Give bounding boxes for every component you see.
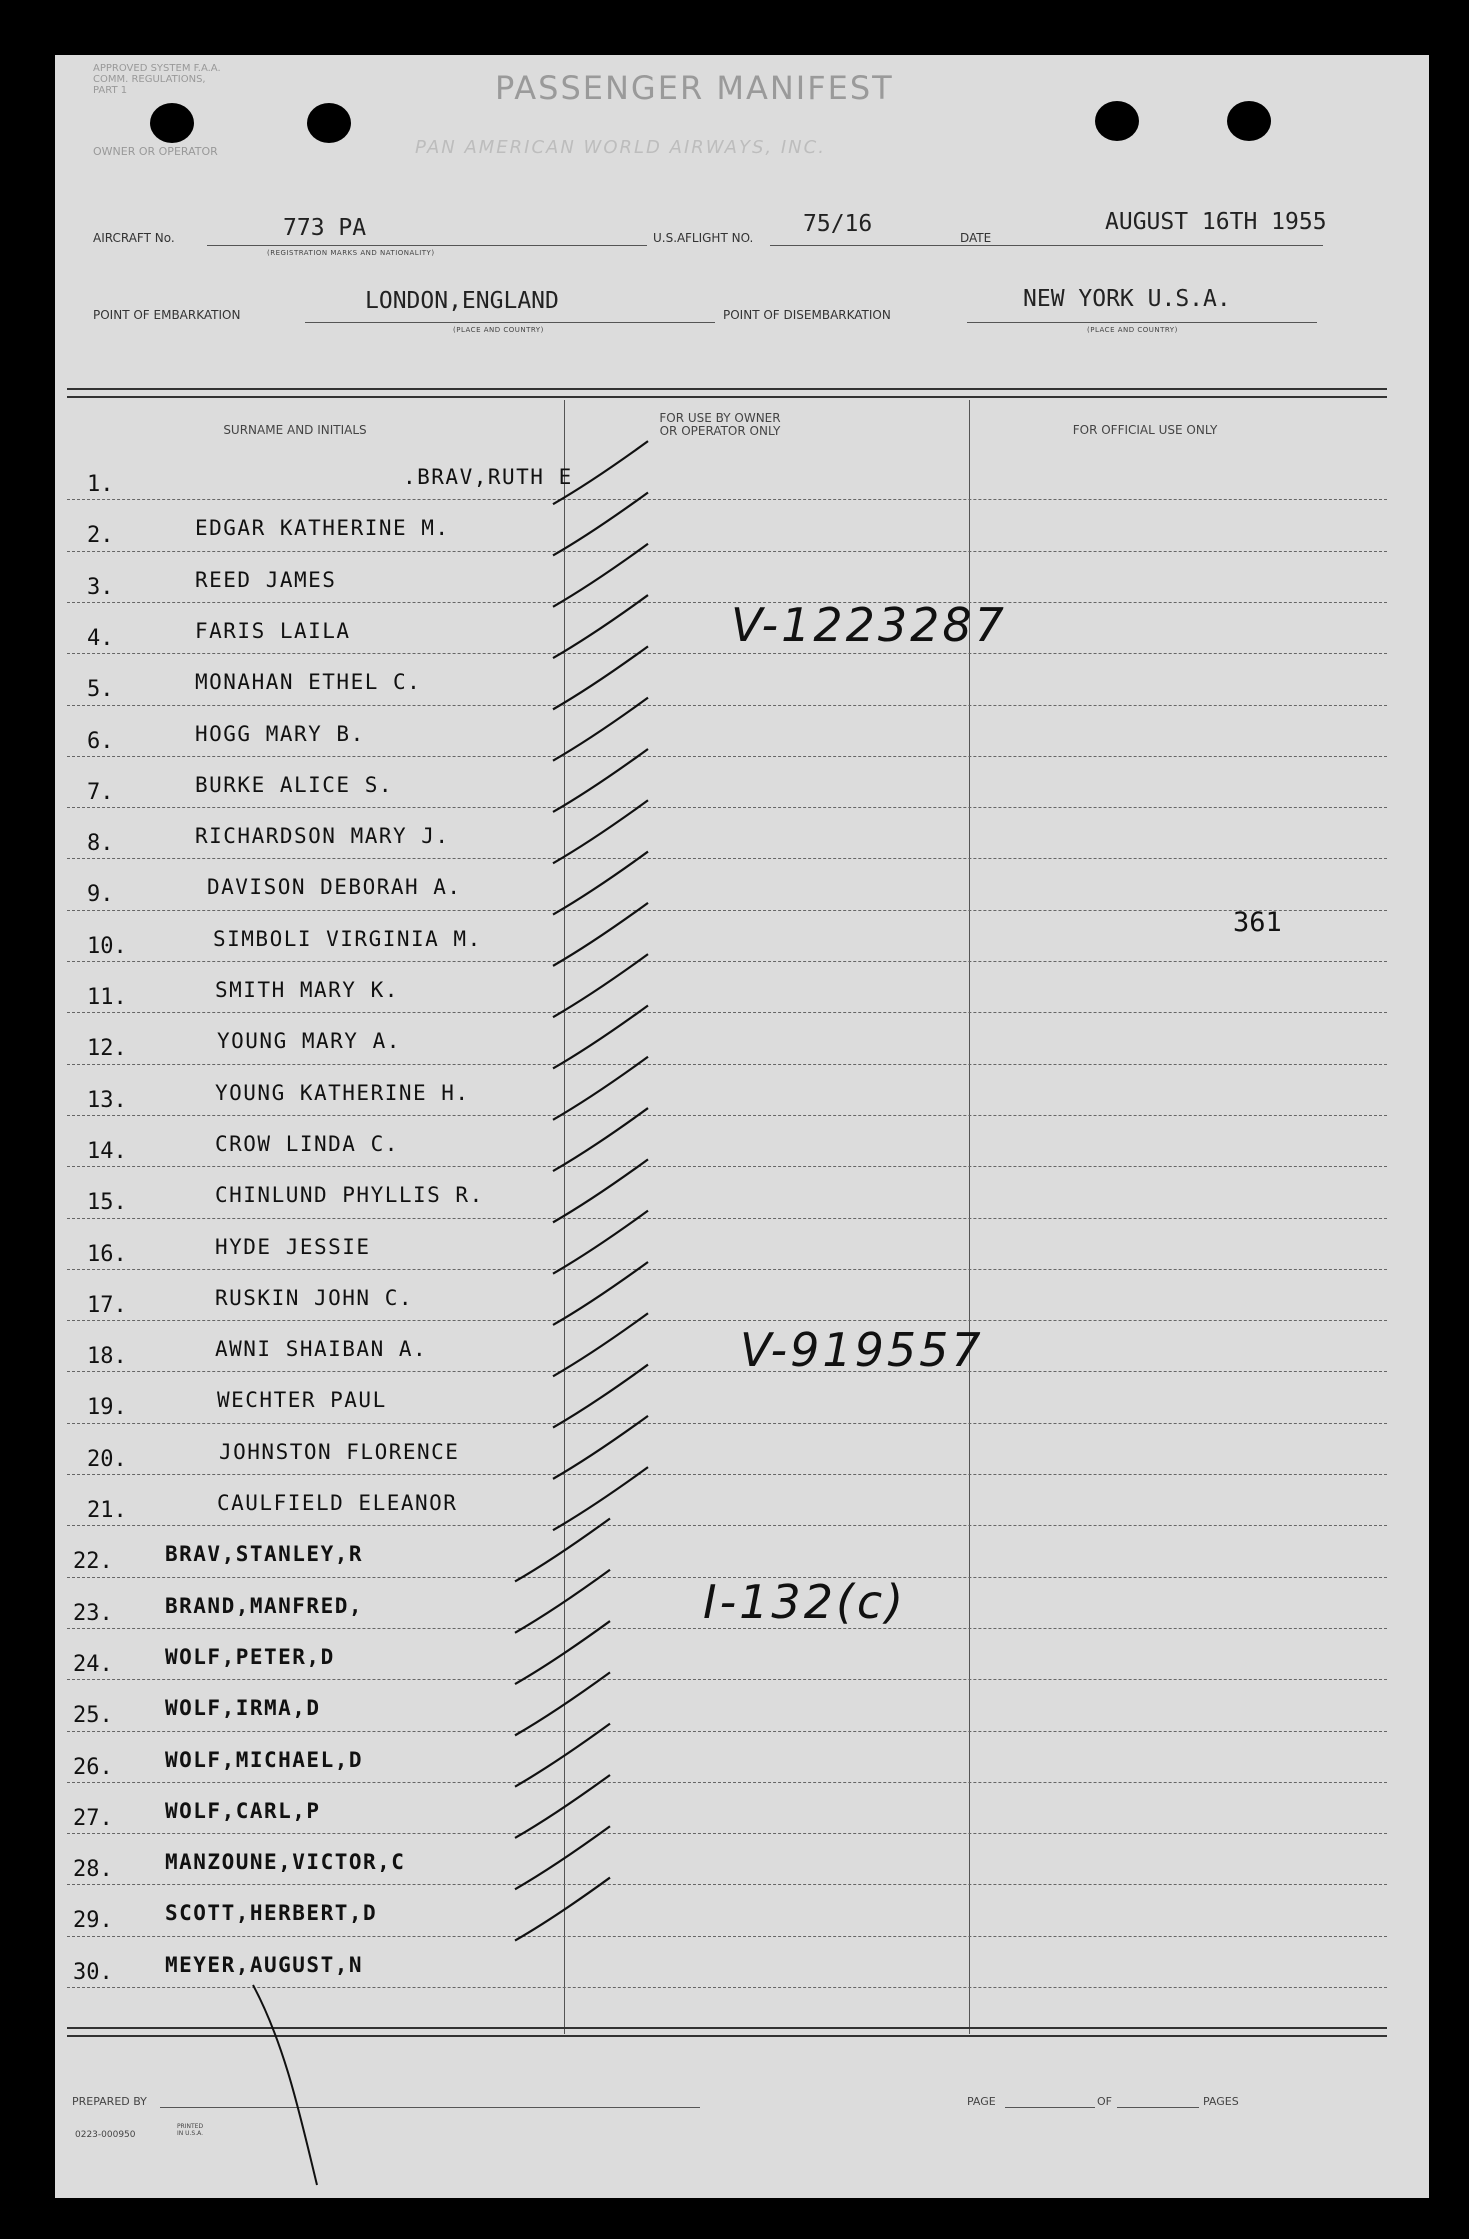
page-label: PAGE — [967, 2095, 996, 2108]
passenger-name: BRAND,MANFRED, — [165, 1593, 364, 1618]
row-number: 22. — [73, 1549, 113, 1575]
row-number: 5. — [87, 677, 114, 703]
passenger-name: YOUNG MARY A. — [217, 1029, 401, 1054]
embarkation-label: POINT OF EMBARKATION — [93, 308, 241, 322]
row-number: 29. — [73, 1908, 113, 1934]
check-mark — [515, 1775, 610, 1838]
check-mark — [515, 1826, 610, 1889]
check-mark — [553, 1159, 648, 1222]
passenger-name: CHINLUND PHYLLIS R. — [215, 1183, 484, 1208]
row-number: 2. — [87, 523, 114, 549]
check-mark — [553, 1005, 648, 1068]
passenger-name: SIMBOLI VIRGINIA M. — [213, 926, 482, 951]
passenger-name: YOUNG KATHERINE H. — [215, 1080, 470, 1105]
passenger-name: WOLF,MICHAEL,D — [165, 1747, 364, 1772]
passenger-name: REED JAMES — [195, 567, 337, 592]
embarkation-sublabel: (PLACE AND COUNTRY) — [453, 326, 544, 334]
row-number: 13. — [87, 1087, 127, 1113]
row-number: 26. — [73, 1754, 113, 1780]
row-number: 3. — [87, 574, 114, 600]
row-number: 19. — [87, 1395, 127, 1421]
passenger-name: SCOTT,HERBERT,D — [165, 1901, 378, 1926]
row-number: 1. — [87, 472, 114, 497]
row-number: 14. — [87, 1138, 127, 1164]
check-mark — [553, 595, 648, 658]
form-code: 0223-000950 — [75, 2130, 136, 2140]
row-number: 15. — [87, 1190, 127, 1216]
passenger-name: WOLF,IRMA,D — [165, 1696, 321, 1721]
manifest-page — [55, 55, 1429, 2198]
check-mark — [553, 800, 648, 863]
country-label: U.S.A. — [653, 231, 689, 245]
check-mark — [515, 1518, 610, 1581]
check-mark — [553, 1057, 648, 1120]
row-number: 20. — [87, 1446, 127, 1472]
disembarkation-value: NEW YORK U.S.A. — [1023, 286, 1231, 312]
check-mark — [553, 646, 648, 709]
passenger-name: MANZOUNE,VICTOR,C — [165, 1850, 406, 1875]
row-number: 7. — [87, 779, 114, 805]
check-mark — [553, 1416, 648, 1479]
passenger-name: JOHNSTON FLORENCE — [219, 1439, 460, 1464]
check-mark — [553, 441, 648, 504]
pages-label: PAGES — [1203, 2095, 1239, 2108]
passenger-name: BURKE ALICE S. — [195, 772, 394, 797]
row-number: 24. — [73, 1651, 113, 1677]
row-number: 12. — [87, 1036, 127, 1062]
passenger-name: CROW LINDA C. — [215, 1131, 399, 1156]
check-mark — [515, 1878, 610, 1941]
passenger-name: HYDE JESSIE — [215, 1234, 371, 1259]
operator-label: OWNER OR OPERATOR — [93, 145, 218, 158]
owner-column-header: FOR USE BY OWNER OR OPERATOR ONLY — [659, 411, 781, 438]
passenger-name: WECHTER PAUL — [217, 1388, 387, 1413]
check-mark — [515, 1621, 610, 1684]
row-number: 8. — [87, 831, 114, 857]
row-number: 6. — [87, 728, 114, 754]
flight-value: 75/16 — [803, 211, 873, 237]
passenger-name: RICHARDSON MARY J. — [195, 824, 450, 849]
row-number: 28. — [73, 1857, 113, 1883]
row-number: 9. — [87, 882, 114, 908]
disembarkation-sublabel: (PLACE AND COUNTRY) — [1087, 326, 1178, 334]
row-number: 21. — [87, 1498, 127, 1523]
check-mark — [515, 1724, 610, 1787]
row-number: 17. — [87, 1292, 127, 1318]
check-mark — [553, 492, 648, 555]
row-number: 10. — [87, 933, 127, 959]
row-number: 23. — [73, 1600, 113, 1626]
passenger-name: MEYER,AUGUST,N — [165, 1952, 364, 1977]
row-number: 4. — [87, 625, 114, 651]
check-mark — [553, 1211, 648, 1274]
visa-note-row-23: I-132(c) — [703, 1575, 907, 1629]
passenger-name: DAVISON DEBORAH A. — [207, 875, 462, 900]
visa-note-row-18: V-919557 — [740, 1323, 984, 1377]
flight-label: FLIGHT NO. — [685, 231, 754, 245]
aircraft-sublabel: (REGISTRATION MARKS AND NATIONALITY) — [267, 249, 435, 257]
check-mark — [553, 749, 648, 812]
check-mark — [553, 698, 648, 761]
prepared-by-label: PREPARED BY — [72, 2095, 147, 2108]
passenger-name: SMITH MARY K. — [215, 978, 399, 1002]
of-label: OF — [1097, 2095, 1112, 2108]
passenger-name: CAULFIELD ELEANOR — [217, 1491, 458, 1515]
check-mark — [515, 1672, 610, 1735]
check-marks — [55, 55, 1429, 2198]
disembarkation-label: POINT OF DISEMBARKATION — [723, 308, 891, 322]
row-number: 30. — [73, 1959, 113, 1985]
check-mark — [553, 1467, 648, 1530]
check-mark — [553, 1365, 648, 1428]
date-value: AUGUST 16TH 1955 — [1105, 209, 1327, 235]
check-mark — [515, 1570, 610, 1633]
embarkation-value: LONDON,ENGLAND — [365, 288, 559, 314]
aircraft-label: AIRCRAFT No. — [93, 231, 175, 245]
check-mark — [553, 903, 648, 966]
passenger-name: MONAHAN ETHEL C. — [195, 670, 422, 695]
operator-value: PAN AMERICAN WORLD AIRWAYS, INC. — [415, 137, 826, 158]
passenger-name: HOGG MARY B. — [195, 721, 365, 746]
printed-mark: PRINTED IN U.S.A. — [176, 2123, 204, 2137]
row-number: 11. — [87, 985, 127, 1010]
names-column-header: SURNAME AND INITIALS — [223, 423, 367, 437]
passenger-name: WOLF,PETER,D — [165, 1644, 335, 1669]
passenger-name: AWNI SHAIBAN A. — [215, 1337, 428, 1362]
date-label: DATE — [960, 231, 992, 245]
passenger-name: EDGAR KATHERINE M. — [195, 516, 450, 541]
check-mark — [553, 852, 648, 915]
check-mark — [553, 1262, 648, 1325]
row-number: 27. — [73, 1805, 113, 1831]
check-mark — [553, 544, 648, 607]
official-column-header: FOR OFFICIAL USE ONLY — [1072, 423, 1218, 437]
row-number: 25. — [73, 1703, 113, 1729]
pen-stroke — [253, 1985, 317, 2185]
row-number: 16. — [87, 1241, 127, 1267]
official-number-row-10: 361 — [1233, 907, 1282, 938]
approval-note: APPROVED SYSTEM F.A.A. COMM. REGULATIONS, PART 1 — [93, 63, 221, 96]
check-mark — [553, 1108, 648, 1171]
passenger-name: FARIS LAILA — [195, 618, 351, 643]
aircraft-value: 773 PA — [283, 215, 367, 241]
check-mark — [553, 954, 648, 1017]
visa-note-row-4: V-1223287 — [731, 598, 1007, 652]
passenger-name: WOLF,CARL,P — [165, 1798, 321, 1823]
passenger-name: BRAV,STANLEY,R — [165, 1542, 364, 1567]
row-number: 18. — [87, 1344, 127, 1370]
form-title: PASSENGER MANIFEST — [495, 69, 894, 107]
passenger-name: RUSKIN JOHN C. — [215, 1285, 414, 1310]
check-mark — [553, 1313, 648, 1376]
passenger-name: .BRAV,RUTH E — [403, 465, 573, 489]
